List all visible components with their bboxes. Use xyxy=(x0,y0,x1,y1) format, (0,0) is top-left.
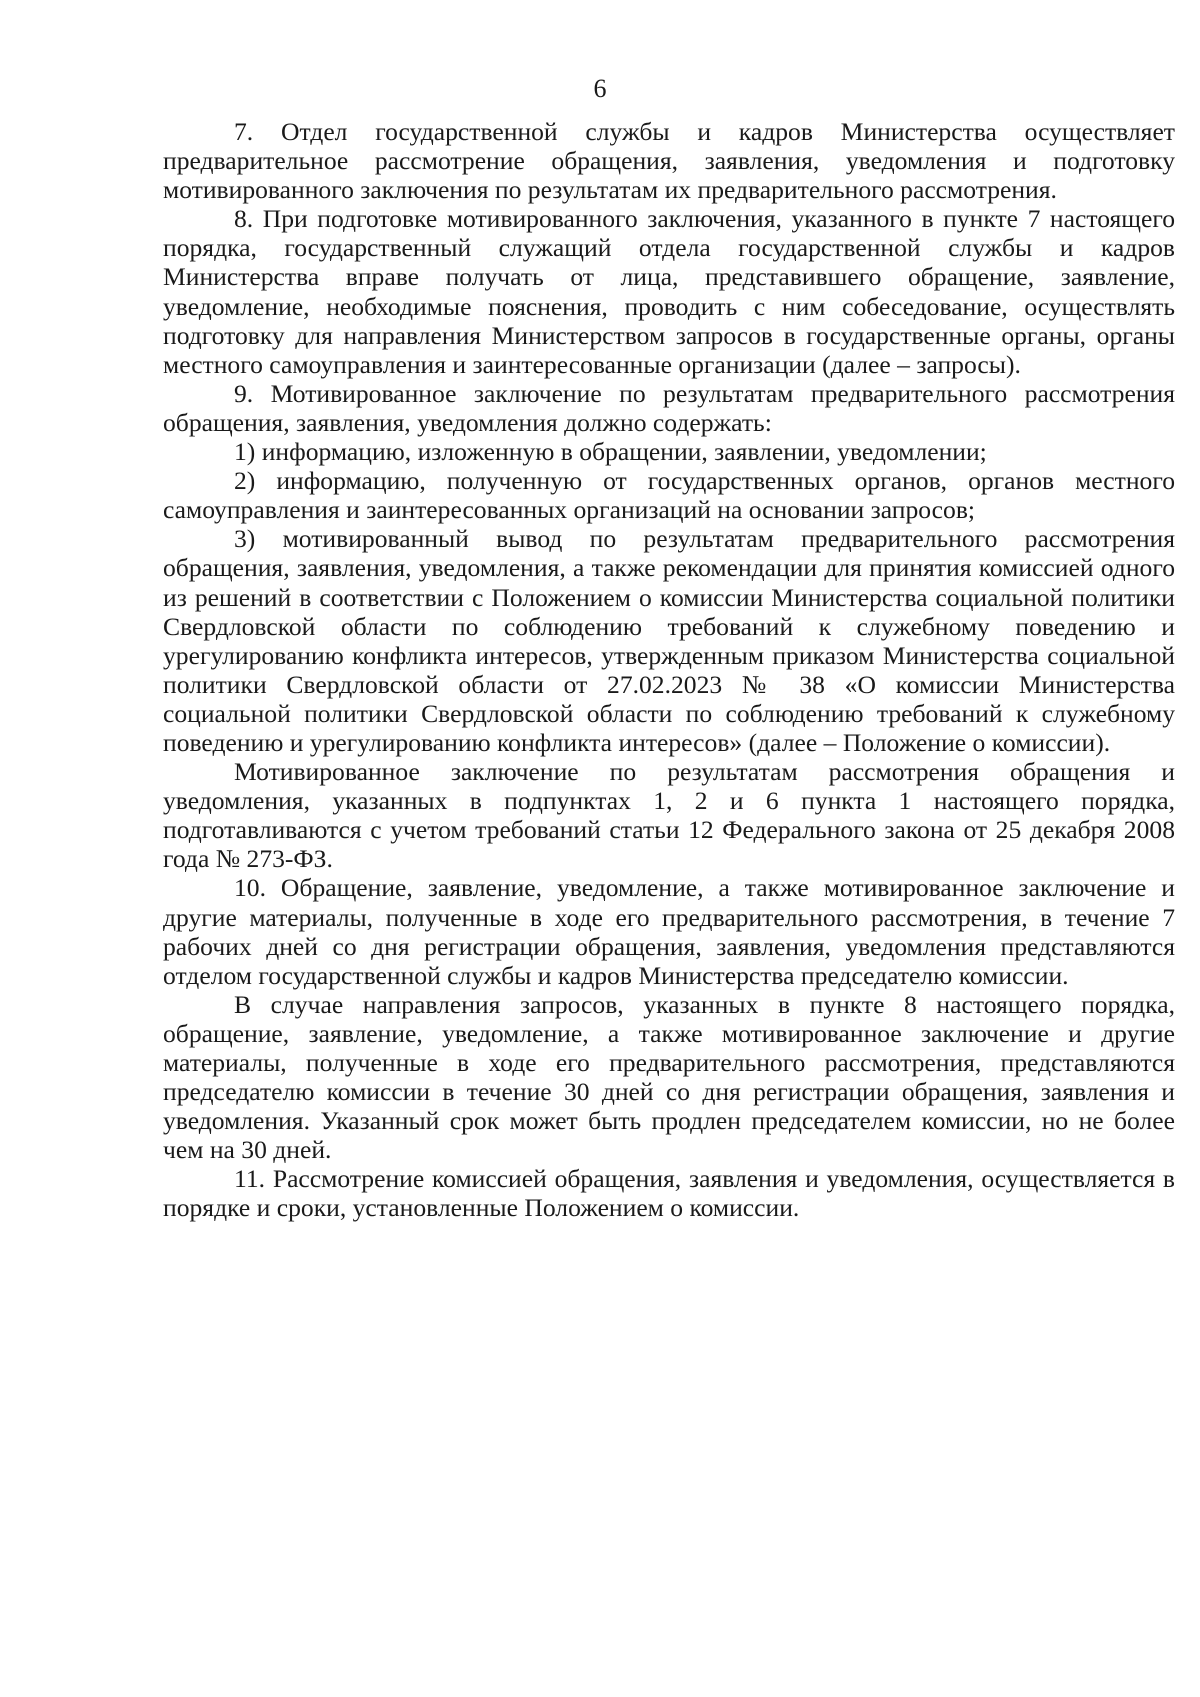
paragraph-10-note: В случае направления запросов, указанных в пункте 8 настоящего порядка, обращение, заявление, уведомление, а также мотивированное заключение и другие материалы, полученные в ходе его предварительного рассмотрения, представляются председателю комиссии в течение 30 дней со дня регистрации обращения, заявления и уведомления. Указанный срок может быть продлен председателем комиссии, но не более чем на 30 дней. xyxy=(163,989,1175,1165)
page-number: 6 xyxy=(593,74,607,103)
subparagraph-9-2: 2) информацию, полученную от государственных органов, органов местного самоуправления и заинтересованных организаций на основании запросов; xyxy=(163,466,1175,525)
paragraph-10: 10. Обращение, заявление, уведомление, а также мотивированное заключение и другие материалы, полученные в ходе его предварительного рассмотрения, в течение 7 рабочих дней со дня регистрации обращения, заявления, уведомления представляются отделом государственной службы и кадров Министерства председателю комиссии. xyxy=(163,873,1175,990)
subparagraph-9-3: 3) мотивированный вывод по результатам предварительного рассмотрения обращения, заявления, уведомления, а также рекомендации для принятия комиссией одного из решений в соответствии с Положением о комиссии Министерства социальной политики Свердловской области по соблюдению требований к служебному поведению и урегулированию конфликта интересов, утвержденным приказом Министерства социальной политики Свердловской области от 27.02.2023 № 38 «О комиссии Министерства социальной политики Свердловской области по соблюдению требований к служебному поведению и урегулированию конфликта интересов» (далее – Положение о комиссии). xyxy=(163,524,1175,757)
paragraph-11: 11. Рассмотрение комиссией обращения, заявления и уведомления, осуществляется в порядке и сроки, установленные Положением о комиссии. xyxy=(163,1164,1175,1223)
document-body xyxy=(163,117,1175,1223)
paragraph-9-note: Мотивированное заключение по результатам рассмотрения обращения и уведомления, указанных в подпунктах 1, 2 и 6 пункта 1 настоящего порядка, подготавливаются с учетом требований статьи 12 Федерального закона от 25 декабря 2008 года № 273-ФЗ. xyxy=(163,757,1175,874)
subparagraph-9-1: 1) информацию, изложенную в обращении, заявлении, уведомлении; xyxy=(234,437,987,467)
paragraph-8: 8. При подготовке мотивированного заключения, указанного в пункте 7 настоящего порядка, государственный служащий отдела государственной службы и кадров Министерства вправе получать от лица, представившего обращение, заявление, уведомление, необходимые пояснения, проводить с ним собеседование, осуществлять подготовку для направления Министерством запросов в государственные органы, органы местного самоуправления и заинтересованные организации (далее – запросы). xyxy=(163,204,1175,379)
paragraph-7: 7. Отдел государственной службы и кадров Министерства осуществляет предварительное рассмотрение обращения, заявления, уведомления и подготовку мотивированного заключения по результатам их предварительного рассмотрения. xyxy=(163,117,1175,205)
paragraph-9: 9. Мотивированное заключение по результатам предварительного рассмотрения обращения, заявления, уведомления должно содержать: xyxy=(163,378,1175,437)
